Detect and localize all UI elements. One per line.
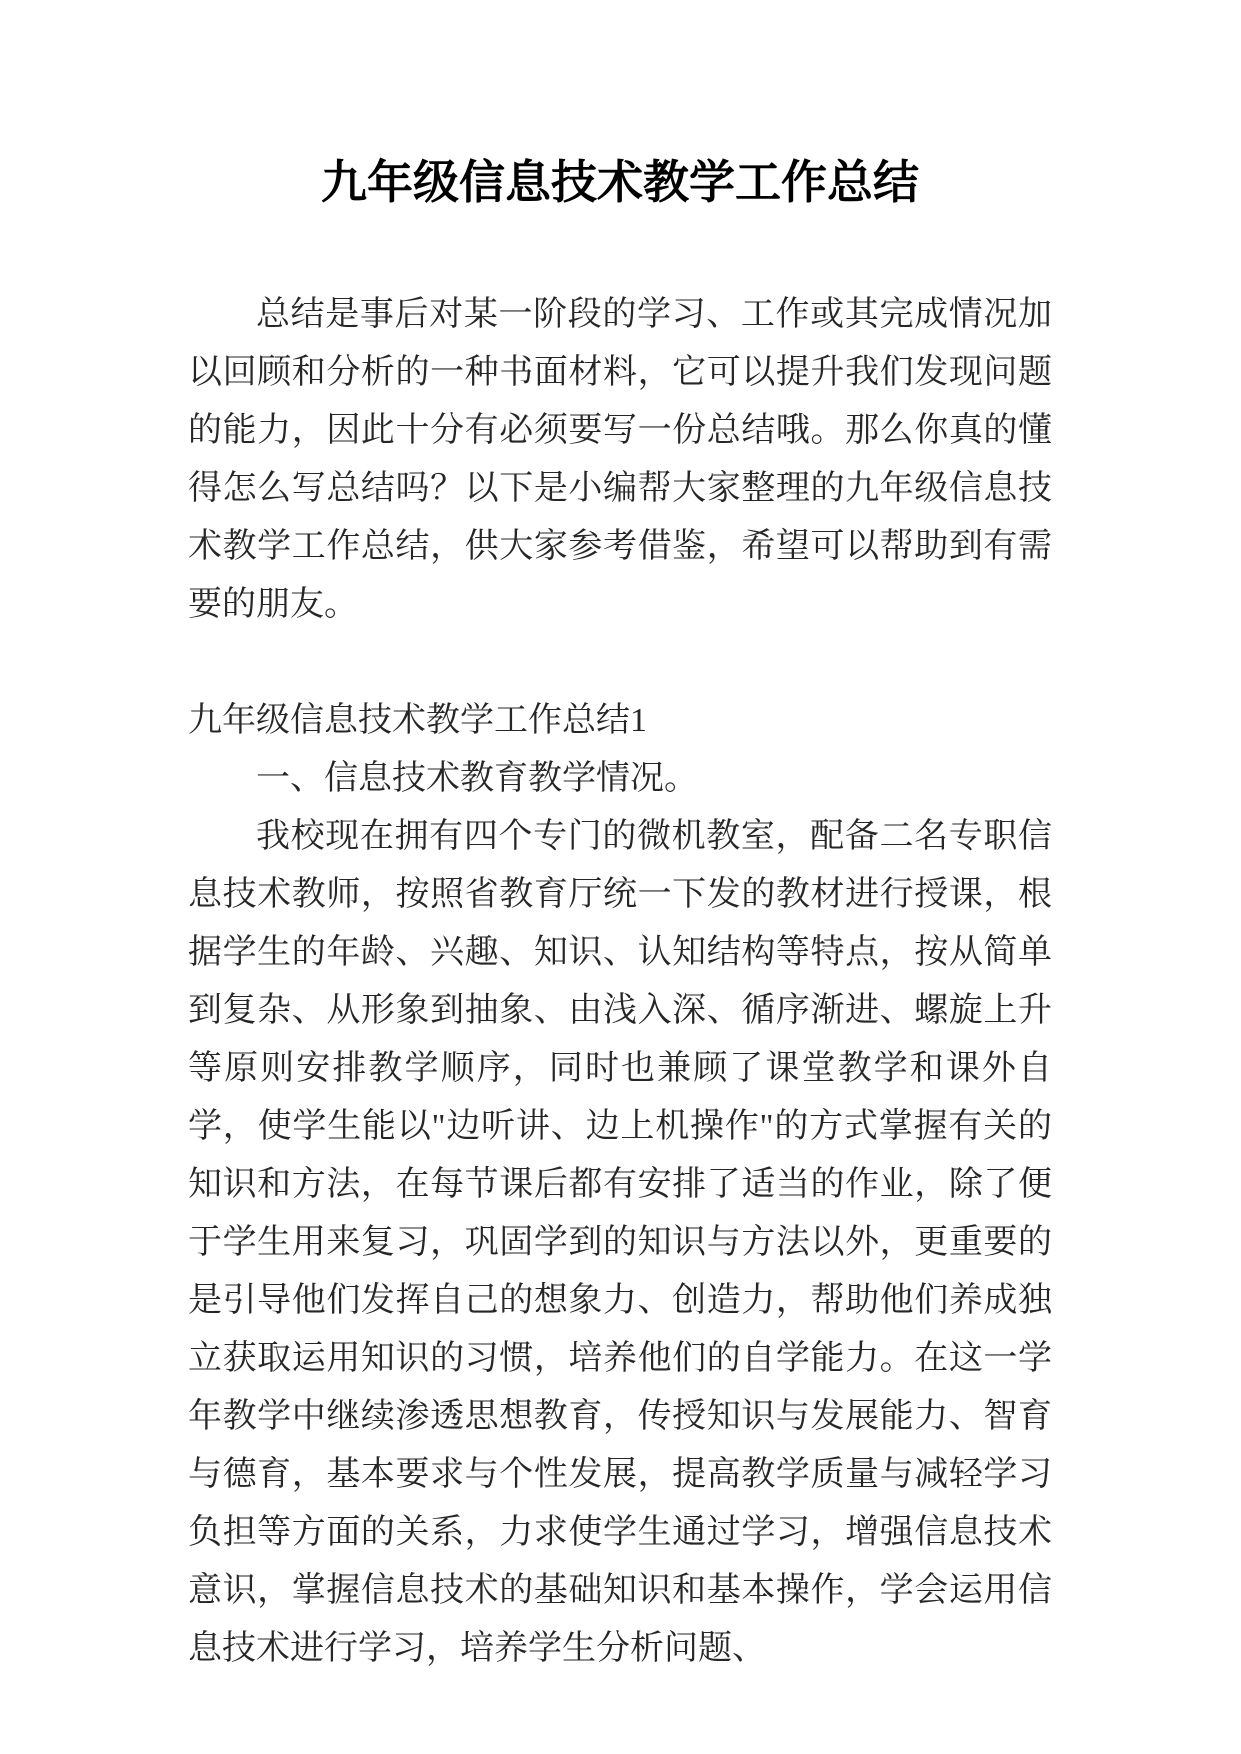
paragraph: 一、信息技术教育教学情况。 — [256, 760, 698, 797]
empty-paragraph — [188, 634, 1052, 692]
paragraph: 总结是事后对某一阶段的学习、工作或其完成情况加以回顾和分析的一种书面材料，它可以提升我们发现问题的能力，因此十分有必须要写一份总结哦。那么你真的懂得怎么写总结吗？以下是小编帮大家整理的九年级信息技术教学工作总结，供大家参考借鉴，希望可以帮助到有需要的朋友。 — [188, 296, 1052, 623]
paragraph: 九年级信息技术教学工作总结1 — [188, 702, 647, 739]
document-title: 九年级信息技术教学工作总结 — [321, 157, 919, 208]
paragraph: 我校现在拥有四个专门的微机教室，配备二名专职信息技术教师，按照省教育厅统一下发的教材进行授课，根据学生的年龄、兴趣、知识、认知结构等特点，按从简单到复杂、从形象到抽象、由浅入深、循序渐进、螺旋上升等原则安排教学顺序，同时也兼顾了课堂教学和课外自学，使学生能以"边听讲、边上机操作"的方式掌握有关的知识和方法，在每节课后都有安排了适当的作业，除了便于学生用来复习，巩固学到的知识与方法以外，更重要的是引导他们发挥自己的想象力、创造力，帮助他们养成独立获取运用知识的习惯，培养他们的自学能力。在这一学年教学中继续渗透思想教育，传授知识与发展能力、智育与德育，基本要求与个性发展，提高教学质量与减轻学习负担等方面的关系，力求使学生通过学习，增强信息技术意识，掌握信息技术的基础知识和基本操作，学会运用信息技术进行学习，培养学生分析问题、 — [188, 818, 1052, 1667]
document-body — [188, 286, 1052, 1678]
